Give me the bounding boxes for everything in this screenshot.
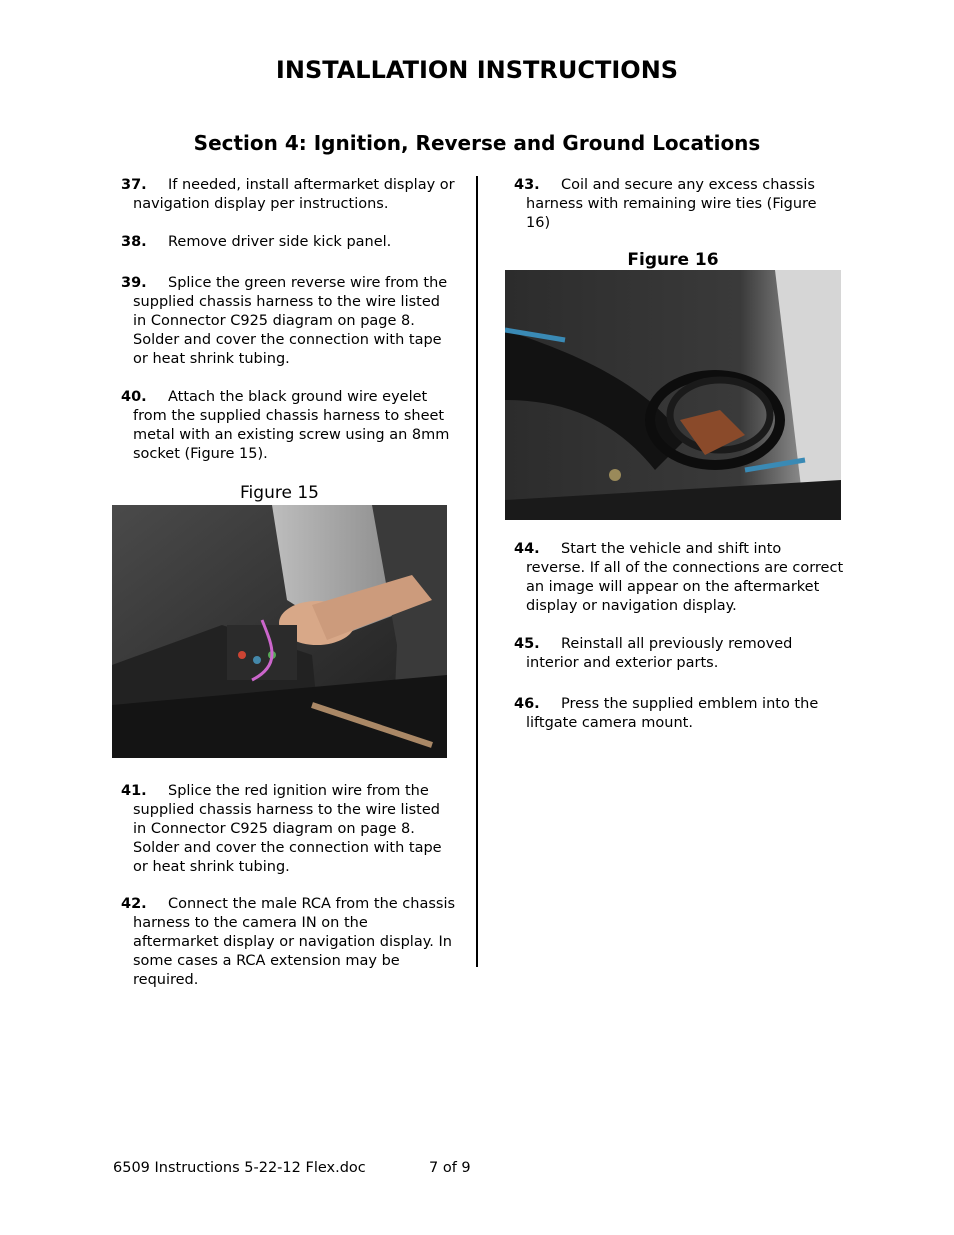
- figure-15-photo: [112, 505, 447, 758]
- kick-panel-photo-image: [112, 505, 447, 758]
- step-number: 44.: [514, 541, 540, 557]
- figure-16-caption: Figure 16: [627, 250, 719, 270]
- step-number: 40.: [121, 389, 147, 405]
- step-text: Remove driver side kick panel.: [168, 234, 392, 250]
- left-column: [121, 176, 456, 990]
- step-text: Splice the green reverse wire from the supplied chassis harness to the wire listed in Connector C925 diagram on page 8. Solder and cover the connection with tape or heat shrink tubing.: [133, 275, 448, 367]
- step-number: 42.: [121, 896, 147, 912]
- step-40: [121, 388, 456, 464]
- harness-photo-image: [505, 270, 841, 520]
- step-text: Attach the black ground wire eyelet from the supplied chassis harness to sheet metal with an existing screw using an 8mm socket (Figure 15).: [133, 389, 450, 462]
- right-column: [514, 176, 844, 733]
- step-text: Reinstall all previously removed interior and exterior parts.: [526, 636, 793, 671]
- step-text: Connect the male RCA from the chassis harness to the camera IN on the aftermarket display or navigation display. In some cases a RCA extension may be required.: [133, 896, 456, 988]
- step-44: [514, 540, 844, 616]
- step-number: 37.: [121, 177, 147, 193]
- step-text: Splice the red ignition wire from the supplied chassis harness to the wire listed in Connector C925 diagram on page 8. Solder and cover the connection with tape or heat shrink tubing.: [133, 783, 442, 875]
- step-38: [121, 233, 456, 252]
- figure-16-photo: [505, 270, 841, 520]
- step-39: [121, 274, 456, 369]
- column-divider: [476, 176, 478, 967]
- step-text: Coil and secure any excess chassis harness with remaining wire ties (Figure 16): [526, 177, 817, 231]
- step-number: 41.: [121, 783, 147, 799]
- step-45: [514, 635, 844, 673]
- section-title: Section 4: Ignition, Reverse and Ground Locations: [193, 131, 761, 155]
- step-41: [121, 782, 456, 877]
- figure-15-caption: Figure 15: [240, 483, 319, 503]
- footer-page-number: 7 of 9: [429, 1160, 471, 1176]
- step-43: [514, 176, 844, 233]
- page-title: INSTALLATION INSTRUCTIONS: [275, 56, 679, 84]
- step-number: 39.: [121, 275, 147, 291]
- step-42: [121, 895, 456, 990]
- step-37: [121, 176, 456, 214]
- step-text: If needed, install aftermarket display or navigation display per instructions.: [133, 177, 455, 212]
- page-footer: [113, 1160, 471, 1176]
- step-number: 45.: [514, 636, 540, 652]
- step-46: [514, 695, 844, 733]
- step-text: Start the vehicle and shift into reverse. If all of the connections are correct an image will appear on the aftermarket display or navigation display.: [526, 541, 844, 614]
- step-number: 43.: [514, 177, 540, 193]
- step-text: Press the supplied emblem into the liftgate camera mount.: [526, 696, 819, 731]
- step-number: 38.: [121, 234, 147, 250]
- step-number: 46.: [514, 696, 540, 712]
- footer-doc-name: 6509 Instructions 5-22-12 Flex.doc: [113, 1160, 366, 1176]
